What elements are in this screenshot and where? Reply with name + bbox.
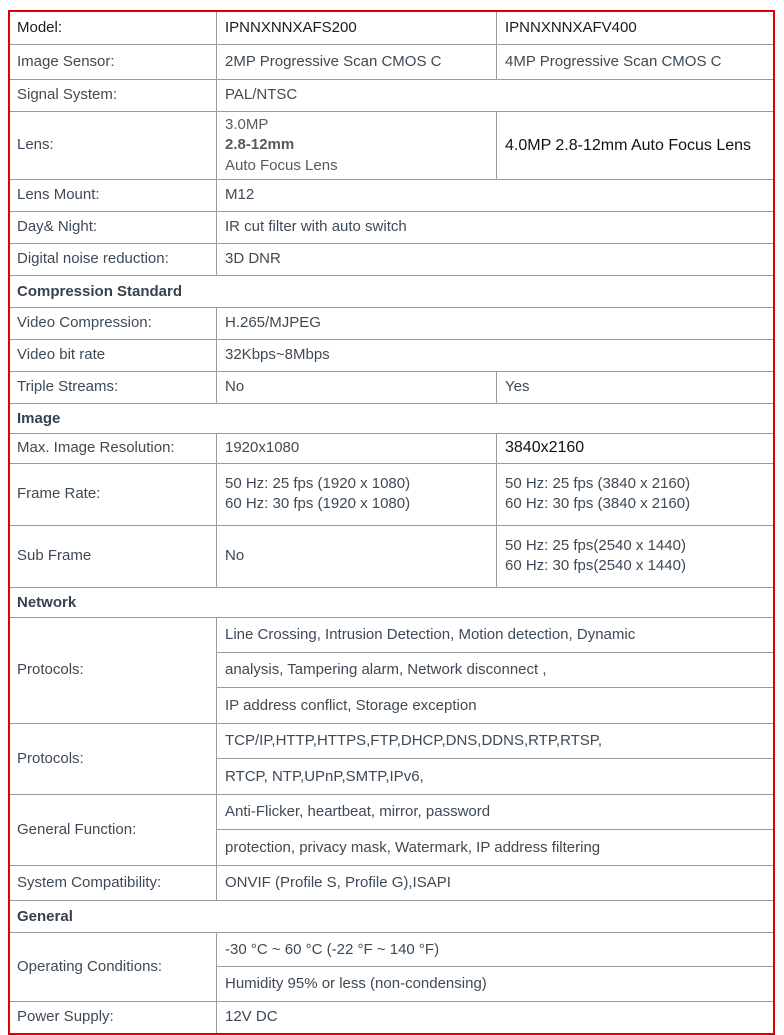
row-label: Sub Frame: [10, 526, 217, 587]
value-subrow: TCP/IP,HTTP,HTTPS,FTP,DHCP,DNS,DDNS,RTP,RTSP,: [217, 724, 773, 759]
value-cell-right: 4.0MP 2.8-12mm Auto Focus Lens: [505, 136, 752, 154]
row-label: Protocols:: [10, 724, 217, 794]
value-subcolumn: [217, 618, 773, 723]
section-header-row: [10, 901, 773, 933]
table-row: [10, 434, 773, 464]
value-line: 50 Hz: 25 fps(2540 x 1440): [505, 537, 686, 554]
row-label: Max. Image Resolution:: [10, 434, 217, 463]
table-row: [10, 308, 773, 340]
value-cell: 12V DC: [225, 1008, 278, 1026]
value-cell-left: [217, 464, 497, 525]
value-cell-right: 3840x2160: [505, 439, 585, 457]
section-title: Network: [17, 593, 77, 611]
value-subrow: IP address conflict, Storage exception: [225, 696, 477, 714]
value-cell-right: [497, 526, 773, 587]
value-cell-left: No: [217, 526, 497, 587]
table-row: [10, 80, 773, 112]
table-row: [10, 933, 773, 1002]
section-header-row: [10, 588, 773, 618]
section-title: Image: [17, 409, 61, 427]
row-label: Triple Streams:: [10, 372, 217, 403]
value-cell-left: [217, 112, 497, 179]
value-cell-right: Yes: [505, 378, 530, 396]
value-cell: ONVIF (Profile S, Profile G),ISAPI: [225, 873, 451, 891]
table-row: [10, 526, 773, 588]
table-row: [10, 464, 773, 526]
row-label: Lens Mount:: [10, 180, 217, 211]
value-cell-left: 2MP Progressive Scan CMOS C: [217, 45, 497, 79]
row-label: Video bit rate: [10, 340, 217, 371]
value-line: 60 Hz: 30 fps(2540 x 1440): [505, 557, 686, 575]
row-label: Digital noise reduction:: [10, 244, 217, 275]
value-subrow: -30 °C ~ 60 °C (-22 °F ~ 140 °F): [217, 933, 773, 967]
value-subcolumn: [217, 933, 773, 1001]
value-subcolumn: [217, 795, 773, 865]
spec-table: [8, 10, 775, 1035]
value-cell-right: 4MP Progressive Scan CMOS C: [505, 52, 722, 70]
row-label: Video Compression:: [10, 308, 217, 339]
value-line: 60 Hz: 30 fps (1920 x 1080): [225, 495, 411, 513]
value-cell: PAL/NTSC: [225, 86, 298, 104]
table-row: [10, 1002, 773, 1033]
value-cell: IR cut filter with auto switch: [225, 218, 407, 236]
row-label: Model:: [10, 12, 217, 44]
value-cell: H.265/MJPEG: [225, 314, 321, 332]
value-line: 60 Hz: 30 fps (3840 x 2160): [505, 495, 691, 513]
row-label: Image Sensor:: [10, 45, 217, 79]
value-cell-right: [497, 464, 773, 525]
row-label: Lens:: [10, 112, 217, 179]
table-row: [10, 12, 773, 45]
table-row: [10, 112, 773, 180]
value-line: 50 Hz: 25 fps (3840 x 2160): [505, 475, 691, 492]
value-subrow: Line Crossing, Intrusion Detection, Motion detection, Dynamic: [217, 618, 773, 653]
value-line: 50 Hz: 25 fps (1920 x 1080): [225, 475, 411, 492]
value-segment: 3.0MP: [225, 116, 269, 133]
table-row: [10, 180, 773, 212]
section-title: Compression Standard: [17, 282, 183, 300]
row-label: Day& Night:: [10, 212, 217, 243]
row-label: Signal System:: [10, 80, 217, 111]
table-row: [10, 795, 773, 866]
value-cell: 32Kbps~8Mbps: [225, 346, 330, 364]
section-header-row: [10, 276, 773, 308]
row-label: Protocols:: [10, 618, 217, 723]
row-label: System Compatibility:: [10, 866, 217, 900]
table-row: [10, 45, 773, 80]
row-label: Frame Rate:: [10, 464, 217, 525]
table-row: [10, 866, 773, 901]
section-title: General: [17, 907, 73, 925]
row-label: General Function:: [10, 795, 217, 865]
value-subrow: Humidity 95% or less (non-condensing): [225, 975, 487, 993]
value-cell-left: 1920x1080: [217, 434, 497, 463]
row-label: Operating Conditions:: [10, 933, 217, 1001]
section-header-row: [10, 404, 773, 434]
value-cell-left: IPNNXNNXAFS200: [217, 12, 497, 44]
value-segment-bold: 2.8-12mm: [225, 136, 295, 154]
value-cell: M12: [225, 186, 255, 204]
value-subrow: Anti-Flicker, heartbeat, mirror, password: [217, 795, 773, 830]
table-row: [10, 212, 773, 244]
table-row: [10, 244, 773, 276]
value-cell-right: IPNNXNNXAFV400: [505, 18, 637, 36]
value-subrow: protection, privacy mask, Watermark, IP address filtering: [225, 838, 601, 856]
table-row: [10, 724, 773, 795]
table-row: [10, 618, 773, 724]
table-row: [10, 372, 773, 404]
value-segment: Auto Focus Lens: [225, 156, 338, 174]
value-subrow: analysis, Tampering alarm, Network disconnect ,: [217, 653, 773, 688]
row-label: Power Supply:: [10, 1002, 217, 1033]
value-subcolumn: [217, 724, 773, 794]
value-cell-left: No: [217, 372, 497, 403]
value-cell: 3D DNR: [225, 250, 281, 268]
table-row: [10, 340, 773, 372]
value-subrow: RTCP, NTP,UPnP,SMTP,IPv6,: [225, 767, 424, 785]
